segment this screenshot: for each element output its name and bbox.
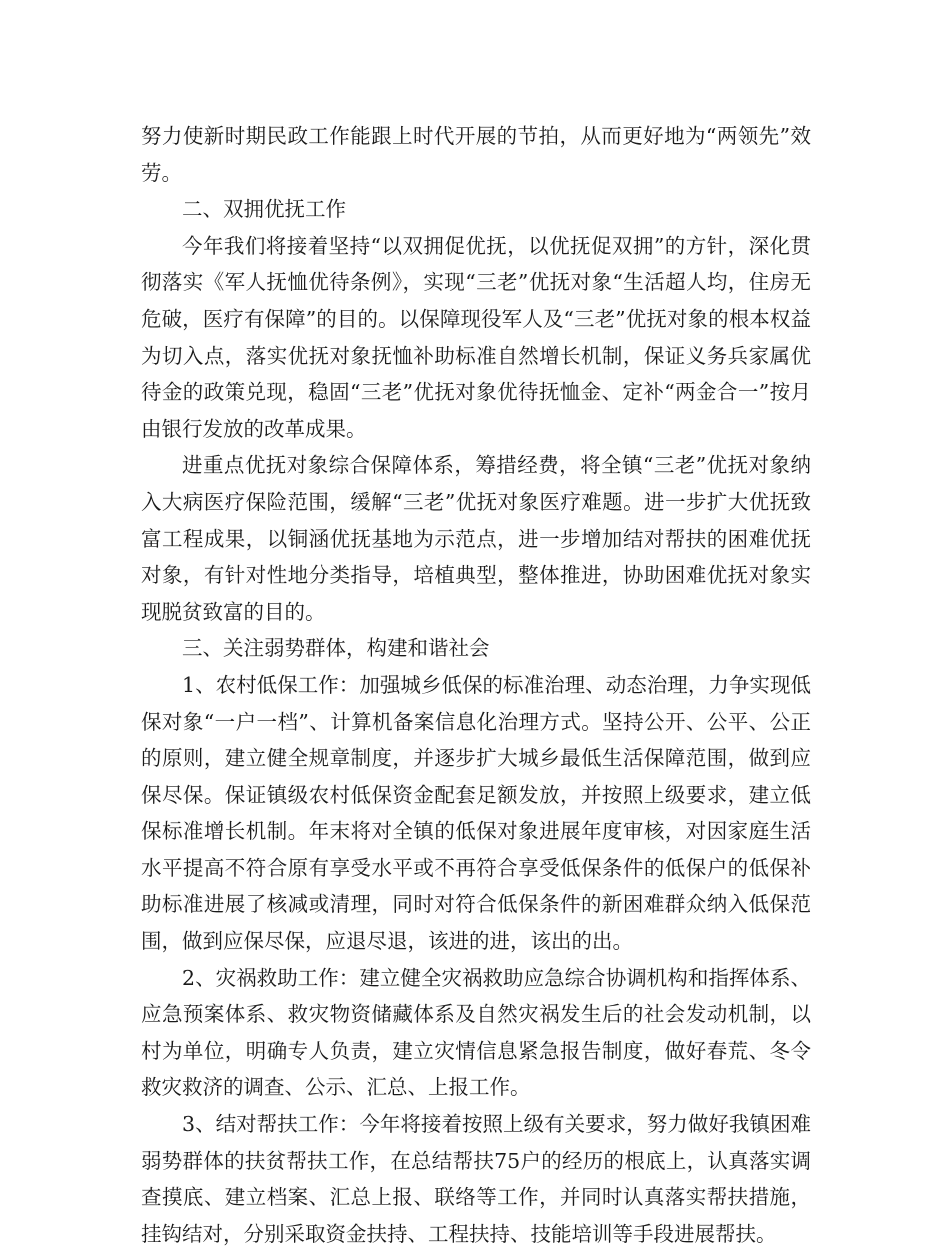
paragraph-paired-assistance: 3、结对帮扶工作：今年将接着按照上级有关要求，努力做好我镇困难弱势群体的扶贫帮扶工作，在总结帮扶75户的经历的根底上，认真落实调查摸底、建立档案、汇总上报、联络等工作，并同时认真落实帮扶措施，挂钩结对，分别采取资金扶持、工程扶持、技能培训等手段进展帮扶。 [141,1112,811,1246]
paragraph-key-support-system: 进重点优抚对象综合保障体系，筹措经费，将全镇“三老”优抚对象纳入大病医疗保险范围，缓解“三老”优抚对象医疗难题。进一步扩大优抚致富工程成果，以铜涵优抚基地为示范点，进一步增加结对帮扶的困难优抚对象，有针对性地分类指导，培植典型，整体推进，协助困难优抚对象实现脱贫致富的目的。 [141,453,811,624]
paragraph-continuation: 努力使新时期民政工作能跟上时代开展的节拍，从而更好地为“两领先”效劳。 [141,124,811,185]
document-body [141,118,811,1252]
section-heading-double-support: 二、双拥优抚工作 [182,197,346,222]
paragraph-rural-low-income: 1、农村低保工作：加强城乡低保的标准治理、动态治理，力争实现低保对象“一户一档”、计算机备案信息化治理方式。坚持公开、公平、公正的原则，建立健全规章制度，并逐步扩大城乡最低生活保障范围，做到应保尽保。保证镇级农村低保资金配套足额发放，并按照上级要求，建立低保标准增长机制。年末将对全镇的低保对象进展年度审核，对因家庭生活水平提高不符合原有享受水平或不再符合享受低保条件的低保户的低保补助标准进展了核减或清理，同时对符合低保条件的新困难群众纳入低保范围，做到应保尽保，应退尽退，该进的进，该出的出。 [141,672,811,954]
paragraph-disaster-relief: 2、灾祸救助工作：建立健全灾祸救助应急综合协调机构和指挥体系、应急预案体系、救灾物资储藏体系及自然灾祸发生后的社会发动机制，以村为单位，明确专人负责，建立灾情信息紧急报告制度，做好春荒、冬令救灾救济的调查、公示、汇总、上报工作。 [141,965,811,1100]
paragraph-double-support-policy: 今年我们将接着坚持“以双拥促优抚，以优抚促双拥”的方针，深化贯彻落实《军人抚恤优待条例》，实现“三老”优抚对象“生活超人均，住房无危破，医疗有保障”的目的。以保障现役军人及“三老”优抚对象的根本权益为切入点，落实优抚对象抚恤补助标准自然增长机制，保证义务兵家属优待金的政策兑现，稳固“三老”优抚对象优待抚恤金、定补“两金合一”按月由银行发放的改革成果。 [141,233,811,441]
section-heading-vulnerable-groups: 三、关注弱势群体，构建和谐社会 [182,636,490,661]
